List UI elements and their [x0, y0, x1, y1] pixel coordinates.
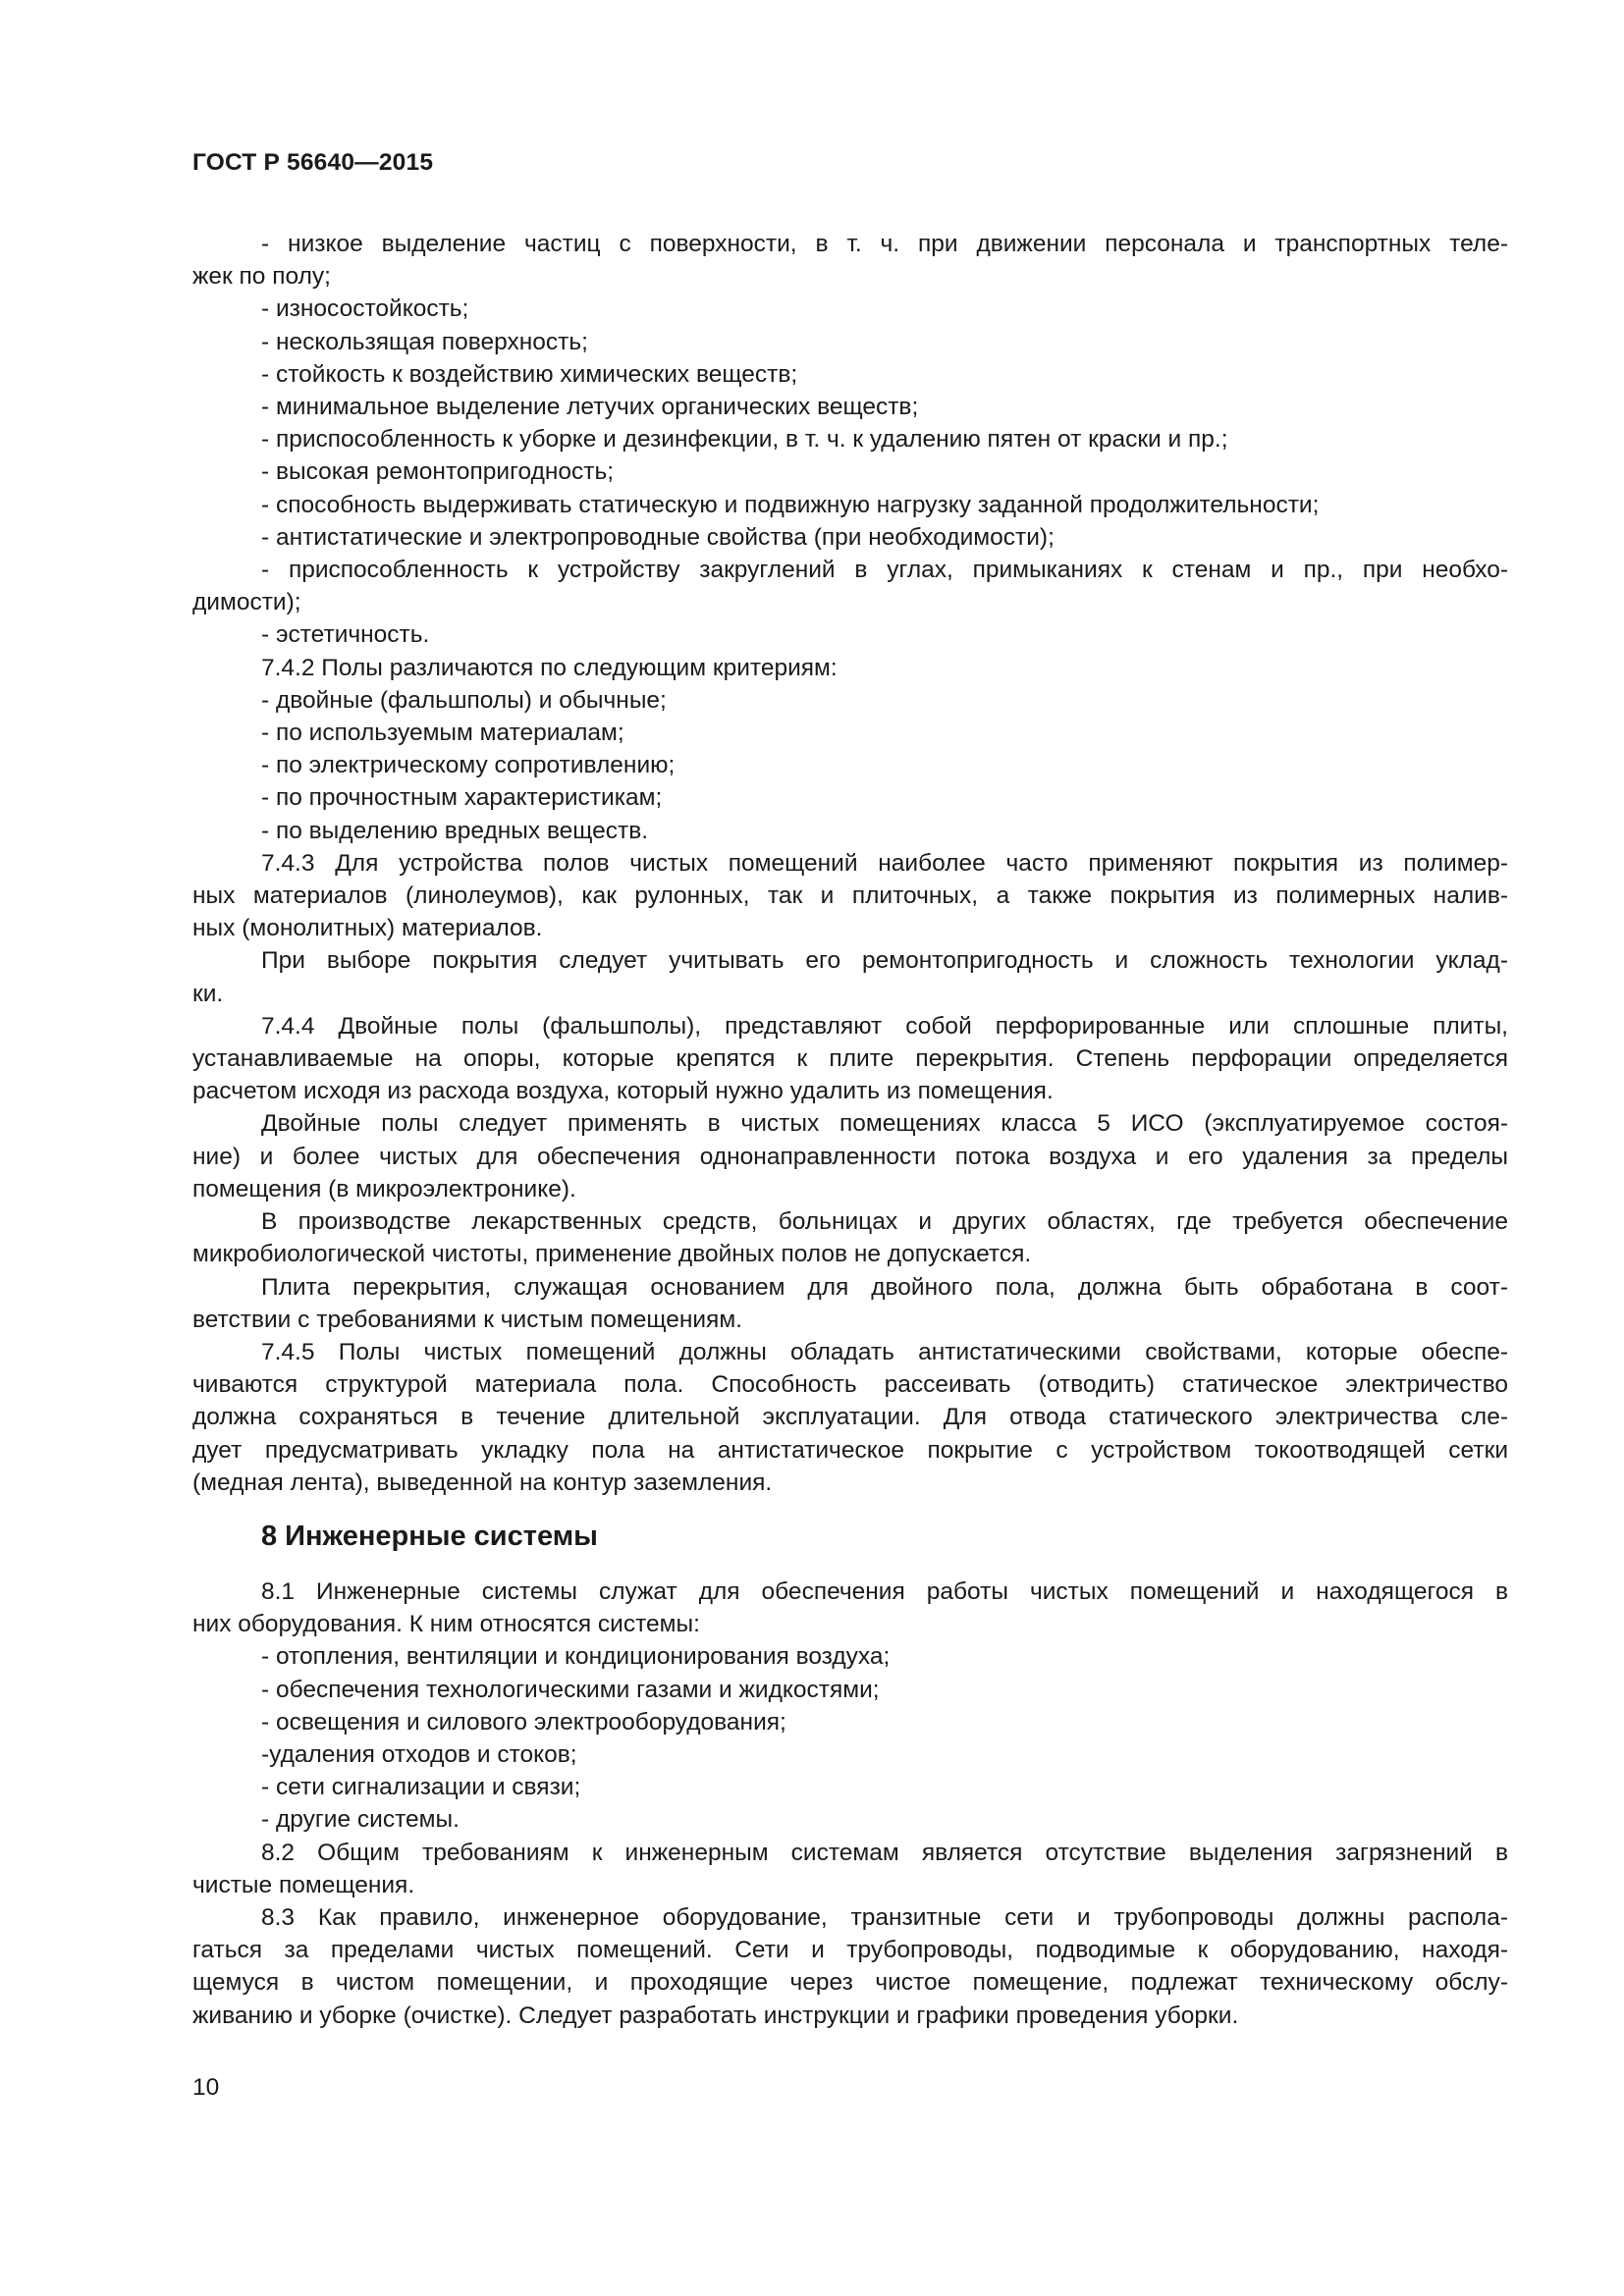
text-line: жек по полу; [192, 263, 331, 291]
text-line: Плита перекрытия, служащая основанием для двойного пола, должна быть обработана в соот- [261, 1273, 1508, 1301]
text-line: чиваются структурой материала пола. Способность рассеивать (отводить) статическое электричество [192, 1371, 1508, 1399]
text-line: микробиологической чистоты, применение двойных полов не допускается. [192, 1241, 1032, 1268]
document-body [192, 228, 1508, 2032]
list-item: - высокая ремонтопригодность; [261, 458, 615, 486]
text-line: дует предусматривать укладку пола на антистатическое покрытие с устройством токоотводящей сетки [192, 1436, 1508, 1464]
text-line: помещения (в микроэлектронике). [192, 1175, 576, 1202]
list-item: - обеспечения технологическими газами и жидкостями; [261, 1676, 880, 1703]
list-item: - освещения и силового электрооборудования; [261, 1708, 786, 1735]
text-line: расчетом исходя из расхода воздуха, который нужно удалить из помещения. [192, 1078, 1054, 1105]
list-item: -удаления отходов и стоков; [261, 1740, 577, 1768]
text-line: ние) и более чистых для обеспечения однонаправленности потока воздуха и его удаления за пределы [192, 1143, 1508, 1170]
list-item: - износостойкость; [261, 295, 469, 323]
text-line: Двойные полы следует применять в чистых помещениях класса 5 ИСО (эксплуатируемое состоя- [261, 1110, 1508, 1138]
list-item: - по электрическому сопротивлению; [261, 752, 676, 779]
clause-8-2: 8.2 Общим требованиям к инженерным системам является отсутствие выделения загрязнений в [261, 1839, 1508, 1866]
list-item: - нескользящая поверхность; [261, 328, 588, 355]
text-line: живанию и уборке (очистке). Следует разработать инструкции и графики проведения уборки. [192, 2002, 1239, 2029]
text-line: щемуся в чистом помещении, и проходящие через чистое помещение, подлежат техническому обслу- [192, 1969, 1508, 1997]
text-line: - приспособленность к устройству закруглений в углах, примыканиях к стенам и пр., при необхо- [261, 557, 1508, 584]
text-line: ки. [192, 980, 224, 1007]
section-heading-8: 8 Инженерные системы [261, 1520, 598, 1552]
list-item: - стойкость к воздействию химических веществ; [261, 360, 798, 388]
list-item: - двойные (фальшполы) и обычные; [261, 686, 667, 714]
list-item: - антистатические и электропроводные свойства (при необходимости); [261, 523, 1055, 551]
text-line: В производстве лекарственных средств, больницах и других областях, где требуется обеспечение [261, 1208, 1508, 1236]
list-item: - по используемым материалам; [261, 720, 624, 747]
text-line: - низкое выделение частиц с поверхности, в т. ч. при движении персонала и транспортных теле- [261, 231, 1508, 257]
list-item: - отопления, вентиляции и кондиционирования воздуха; [261, 1643, 891, 1671]
clause-8-1: 8.1 Инженерные системы служат для обеспечения работы чистых помещений и находящегося в [261, 1577, 1508, 1605]
clause-7-4-3: 7.4.3 Для устройства полов чистых помещений наиболее часто применяют покрытия из полимер- [261, 849, 1508, 877]
list-item: - эстетичность. [261, 621, 430, 649]
text-line: чистые помещения. [192, 1871, 415, 1898]
text-line: ных (монолитных) материалов. [192, 915, 543, 942]
text-line: должна сохраняться в течение длительной эксплуатации. Для отвода статического электричества сле- [192, 1404, 1508, 1431]
text-line: устанавливаемые на опоры, которые крепятся к плите перекрытия. Степень перфорации определяется [192, 1045, 1508, 1073]
list-item: - минимальное выделение летучих органических веществ; [261, 394, 919, 421]
text-line: При выборе покрытия следует учитывать его ремонтопригодность и сложность технологии уклад- [261, 947, 1508, 975]
text-line: ветствии с требованиями к чистым помещениям. [192, 1306, 742, 1333]
text-line: димости); [192, 589, 301, 616]
clause-7-4-4: 7.4.4 Двойные полы (фальшполы), представляют собой перфорированные или сплошные плиты, [261, 1012, 1508, 1040]
list-item: - сети сигнализации и связи; [261, 1774, 581, 1801]
list-item: - по прочностным характеристикам; [261, 784, 663, 812]
text-line: них оборудования. К ним относятся системы: [192, 1611, 700, 1638]
clause-7-4-2: 7.4.2 Полы различаются по следующим критериям: [261, 654, 838, 681]
text-line: ных материалов (линолеумов), как рулонных, так и плиточных, а также покрытия из полимерных налив- [192, 882, 1508, 910]
page-number: 10 [192, 2074, 220, 2101]
text-line: (медная лента), выведенной на контур заземления. [192, 1468, 773, 1496]
clause-8-3: 8.3 Как правило, инженерное оборудование, транзитные сети и трубопроводы должны распола- [261, 1903, 1508, 1931]
list-item: - по выделению вредных веществ. [261, 817, 649, 844]
list-item: - способность выдерживать статическую и подвижную нагрузку заданной продолжительности; [261, 491, 1320, 518]
list-item: - другие системы. [261, 1806, 460, 1834]
text-line: гаться за пределами чистых помещений. Сети и трубопроводы, подводимые к оборудованию, находя- [192, 1937, 1508, 1964]
document-code-header: ГОСТ Р 56640—2015 [192, 149, 434, 176]
clause-7-4-5: 7.4.5 Полы чистых помещений должны обладать антистатическими свойствами, которые обеспе- [261, 1338, 1508, 1365]
list-item: - приспособленность к уборке и дезинфекции, в т. ч. к удалению пятен от краски и пр.; [261, 426, 1228, 454]
